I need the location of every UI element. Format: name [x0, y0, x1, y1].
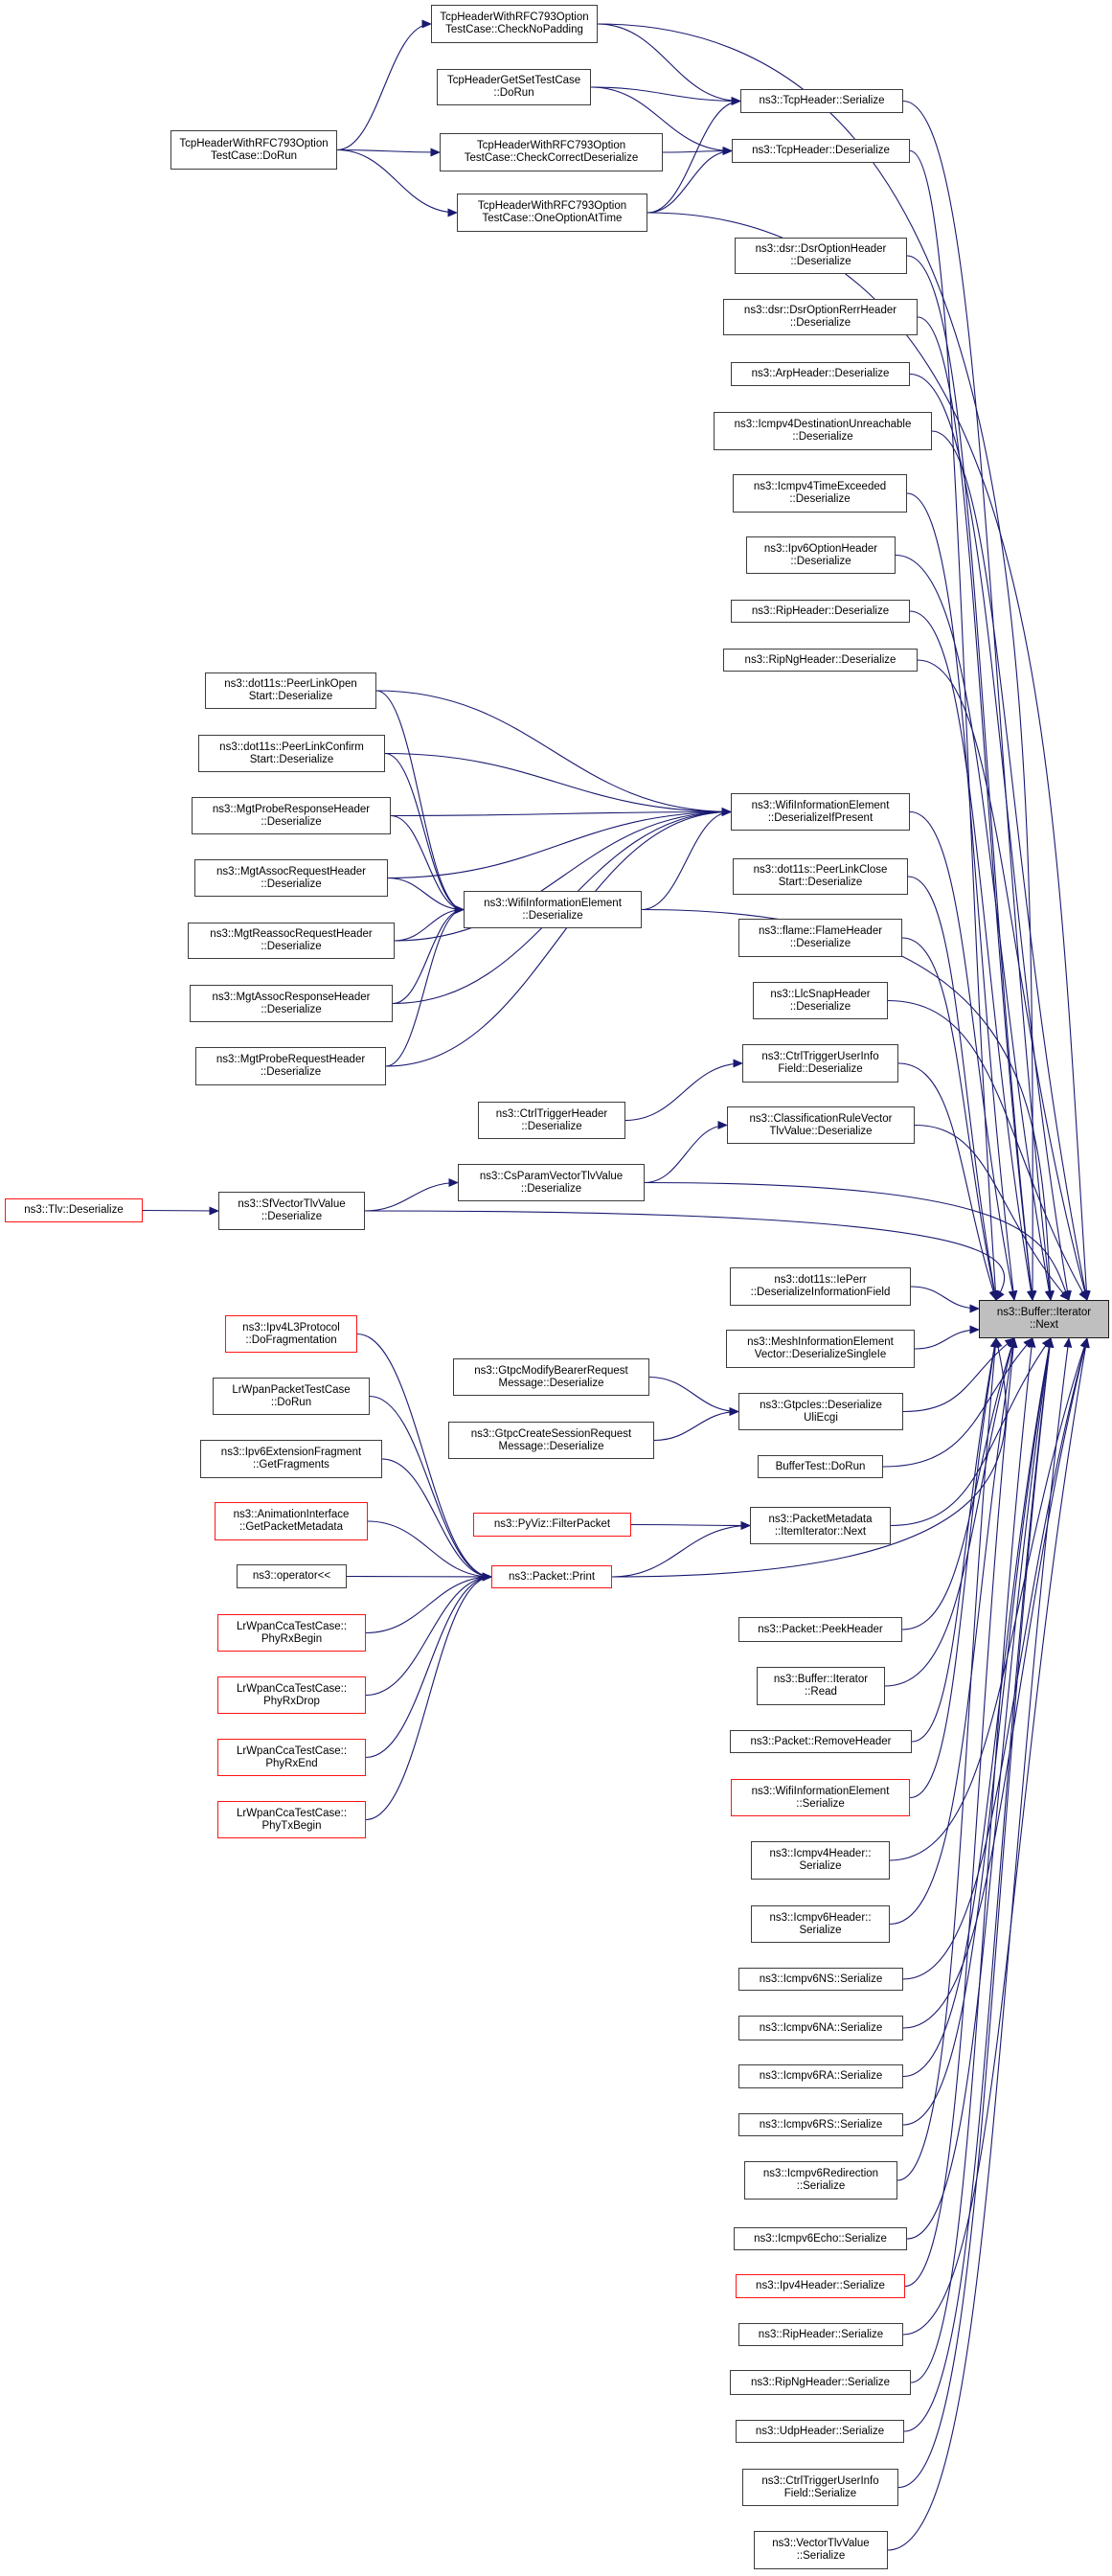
call-edge-pyviz_filterpacket-to-packetmetadata_next: [631, 1525, 750, 1526]
graph-node-label: Start::Deserialize: [778, 877, 863, 888]
graph-node-label: ns3::Icmpv6Redirection: [762, 2168, 879, 2179]
graph-node-label: TcpHeaderWithRFC793Option: [476, 140, 626, 151]
graph-node-label: ns3::MgtProbeResponseHeader: [212, 803, 371, 815]
call-edge-arpheader-to-buffer_next: [910, 375, 1069, 1301]
graph-node-label: ::Deserialize: [790, 256, 851, 267]
graph-node-anim_getpacketmetadata[interactable]: [215, 1502, 368, 1540]
graph-node-peerlinkconfirm[interactable]: [198, 735, 385, 772]
graph-node-label: ns3::RipHeader::Deserialize: [751, 604, 890, 617]
graph-node-label: ns3::Ipv6OptionHeader: [763, 542, 878, 555]
graph-node-tcp_checkcorrect[interactable]: [440, 133, 663, 171]
graph-node-mgtproberequest[interactable]: [195, 1047, 386, 1085]
graph-node-label: ns3::Packet::Print: [508, 1570, 596, 1583]
graph-node-tcpheader_deserialize[interactable]: [732, 139, 910, 163]
graph-node-label: ::DoFragmentation: [245, 1334, 337, 1346]
graph-node-label: LrWpanCcaTestCase::: [236, 1744, 348, 1757]
graph-node-peerlinkopen[interactable]: [205, 672, 376, 709]
graph-node-buffer_next: [979, 1300, 1109, 1338]
graph-node-icmpv4timeexceeded[interactable]: [733, 474, 907, 513]
graph-node-label: ::Deserialize: [789, 317, 851, 329]
graph-node-label: PhyTxBegin: [261, 1819, 322, 1832]
graph-node-label: Vector::DeserializeSingleIe: [754, 1349, 887, 1360]
graph-node-label: ns3::CtrlTriggerHeader: [495, 1107, 608, 1120]
graph-node-label: ::GetFragments: [253, 1459, 329, 1470]
graph-node-ripngheader_deser[interactable]: [723, 649, 918, 672]
graph-node-wifi_serialize[interactable]: [731, 1779, 910, 1816]
graph-node-label: ::Deserialize: [261, 815, 322, 828]
graph-node-operator_ltlt[interactable]: [237, 1564, 347, 1588]
call-edge-icmpv6ra_ser-to-buffer_next: [903, 1338, 1051, 2077]
graph-node-pyviz_filterpacket[interactable]: [473, 1513, 631, 1537]
graph-node-meshinfo[interactable]: [726, 1330, 915, 1368]
call-edge-sfvector-to-csparamvector: [365, 1183, 458, 1212]
graph-node-label: BufferTest::DoRun: [775, 1460, 866, 1472]
graph-node-label: TestCase::CheckCorrectDeserialize: [464, 152, 639, 164]
call-edge-vectortlv_ser-to-buffer_next: [888, 1338, 1069, 2550]
call-edge-tcp_dorun-to-tcp_checknopadding: [337, 24, 431, 150]
graph-node-label: ::DeserializeInformationField: [750, 1287, 891, 1298]
graph-node-label: ns3::WifiInformationElement: [751, 799, 890, 811]
graph-node-label: ns3::Icmpv6Header::: [769, 1911, 872, 1924]
graph-node-classificationrule[interactable]: [727, 1106, 915, 1144]
graph-node-label: TestCase::OneOptionAtTime: [482, 213, 623, 224]
graph-node-label: ns3::MgtAssocResponseHeader: [212, 991, 371, 1003]
graph-node-ctrltriggeruserinfo_deser[interactable]: [742, 1044, 898, 1083]
graph-node-label: ns3::WifiInformationElement: [751, 1785, 890, 1797]
graph-node-label: ns3::RipHeader::Serialize: [758, 2328, 884, 2340]
graph-node-label: Field::Serialize: [783, 2487, 857, 2499]
graph-node-label: ns3::GtpcModifyBearerRequest: [474, 1364, 628, 1377]
call-edge-lrwpancca_phyrxdrop-to-packet_print: [366, 1577, 491, 1696]
graph-node-icmpv6header_ser[interactable]: [751, 1905, 890, 1943]
graph-node-label: ns3::Icmpv6RA::Serialize: [759, 2070, 883, 2082]
call-edge-lrwpancca_phyrxbegin-to-packet_print: [366, 1577, 491, 1633]
graph-node-wifi_deserialize[interactable]: [464, 891, 642, 928]
graph-node-icmpv4header_ser[interactable]: [751, 1841, 890, 1880]
call-edge-mgtassocresponse-to-wifi_deserialize: [393, 910, 464, 1004]
graph-node-label: Message::Deserialize: [498, 1440, 604, 1452]
graph-node-label: TcpHeaderWithRFC793Option: [179, 137, 329, 149]
graph-node-label: ns3::CsParamVectorTlvValue: [479, 1170, 624, 1182]
graph-node-label: PhyRxDrop: [263, 1695, 320, 1707]
graph-node-lrwpancca_phyrxend[interactable]: [217, 1739, 366, 1776]
call-edge-packet_print-to-packetmetadata_next: [612, 1526, 750, 1578]
graph-node-ipv6extfrag[interactable]: [200, 1440, 382, 1478]
graph-node-label: Serialize: [799, 1924, 842, 1936]
graph-node-ipv6optionheader[interactable]: [746, 536, 896, 574]
call-edge-mgtproberequest-to-wifi_deserialize: [386, 910, 464, 1067]
graph-node-label: ::Deserialize: [792, 431, 853, 443]
graph-node-label: Serialize: [799, 1860, 842, 1872]
graph-node-label: ns3::GtpcIes::Deserialize: [760, 1399, 882, 1411]
graph-node-label: ns3::Packet::PeekHeader: [758, 1623, 883, 1635]
call-edge-meshinfo-to-buffer_next: [915, 1330, 979, 1349]
graph-node-label: ns3::Tlv::Deserialize: [24, 1204, 124, 1216]
graph-node-buffer_read[interactable]: [757, 1667, 885, 1705]
call-edge-icmpv4destunreach-to-buffer_next: [932, 431, 1087, 1300]
graph-node-tcp_getset_dorun[interactable]: [437, 69, 591, 105]
graph-node-label: ::Deserialize: [260, 1066, 322, 1078]
graph-node-label: ns3::Icmpv4TimeExceeded: [753, 481, 887, 492]
call-edge-peerlinkopen-to-wifi_deserializeifpresent: [376, 691, 731, 812]
graph-node-label: ns3::TcpHeader::Serialize: [759, 95, 885, 106]
graph-node-label: ns3::Packet::RemoveHeader: [750, 1735, 892, 1747]
graph-node-label: ns3::SfVectorTlvValue: [238, 1198, 346, 1210]
graph-node-label: Message::Deserialize: [498, 1377, 604, 1389]
graph-node-packet_removeheader[interactable]: [730, 1730, 912, 1753]
graph-node-label: ns3::Icmpv6RS::Serialize: [759, 2118, 883, 2131]
graph-node-label: ::DeserializeIfPresent: [767, 811, 874, 824]
graph-node-label: ns3::Icmpv4DestinationUnreachable: [734, 419, 912, 430]
graph-node-arpheader[interactable]: [731, 362, 910, 386]
graph-node-tcp_dorun[interactable]: [170, 130, 337, 170]
graph-node-gtpcies[interactable]: [738, 1393, 903, 1430]
graph-node-label: ns3::MgtReassocRequestHeader: [210, 928, 373, 940]
graph-node-label: ns3::UdpHeader::Serialize: [755, 2425, 885, 2437]
graph-node-label: ::Deserialize: [521, 1120, 582, 1132]
graph-node-icmpv6rs_ser[interactable]: [738, 2113, 903, 2136]
graph-node-label: TlvValue::Deserialize: [769, 1125, 873, 1137]
graph-node-label: ns3::CtrlTriggerUserInfo: [761, 1051, 879, 1062]
graph-node-label: ns3::MgtAssocRequestHeader: [216, 865, 366, 878]
graph-node-lrwpanpacket_dorun[interactable]: [213, 1378, 370, 1415]
graph-node-label: TcpHeaderWithRFC793Option: [477, 200, 627, 212]
graph-node-label: ns3::MgtProbeRequestHeader: [216, 1054, 366, 1065]
graph-node-label: ns3::Icmpv6NA::Serialize: [759, 2021, 883, 2034]
call-edge-tcp_getset_dorun-to-tcpheader_serialize: [591, 87, 740, 102]
graph-node-icmpv6na_ser[interactable]: [738, 2016, 903, 2040]
graph-node-label: ns3::ClassificationRuleVector: [749, 1112, 893, 1125]
graph-node-ctrltriggerheader[interactable]: [478, 1102, 625, 1139]
graph-node-label: TcpHeaderWithRFC793Option: [440, 11, 589, 23]
graph-node-dsr_optionheader[interactable]: [735, 238, 907, 274]
graph-node-label: ns3::ArpHeader::Deserialize: [751, 368, 890, 379]
graph-node-icmpv6ns_ser[interactable]: [738, 1968, 903, 1991]
graph-node-label: ::Deserialize: [789, 493, 851, 505]
graph-node-peerlinkclose[interactable]: [733, 858, 908, 895]
graph-node-vectortlv_ser[interactable]: [754, 2531, 888, 2569]
graph-node-mgtassocresponse[interactable]: [190, 985, 393, 1022]
graph-node-label: ::ItemIterator::Next: [774, 1525, 867, 1538]
call-edge-tcpheader_serialize-to-buffer_next: [903, 102, 1051, 1301]
graph-node-lrwpancca_phyrxbegin[interactable]: [217, 1614, 366, 1652]
graph-node-tcp_oneoption[interactable]: [457, 194, 647, 232]
graph-node-sfvector[interactable]: [218, 1192, 365, 1230]
call-edge-icmpv6na_ser-to-buffer_next: [903, 1338, 1087, 2028]
graph-node-label: PhyRxBegin: [261, 1632, 323, 1645]
graph-node-ripheader_ser[interactable]: [738, 2323, 903, 2346]
graph-node-label: ns3::AnimationInterface: [233, 1509, 350, 1520]
call-edge-icmpv4header_ser-to-buffer_next: [890, 1338, 1087, 1860]
graph-node-udpheader_ser[interactable]: [736, 2420, 904, 2443]
graph-node-label: ns3::GtpcCreateSessionRequest: [470, 1427, 632, 1440]
call-edge-lrwpancca_phyrxend-to-packet_print: [366, 1577, 491, 1758]
graph-node-label: ::Next: [1029, 1319, 1059, 1331]
graph-node-label: TestCase::CheckNoPadding: [445, 24, 583, 35]
graph-node-label: ns3::dot11s::PeerLinkConfirm: [219, 741, 364, 753]
call-edge-mgtproberequest-to-wifi_deserializeifpresent: [386, 812, 731, 1067]
call-edge-icmpv4timeexceeded-to-buffer_next: [907, 493, 1014, 1300]
call-edge-peerlinkclose-to-buffer_next: [908, 877, 996, 1300]
graph-node-packetmetadata_next[interactable]: [750, 1507, 891, 1544]
graph-node-label: ns3::Icmpv6Echo::Serialize: [754, 2232, 887, 2245]
graph-node-label: LrWpanCcaTestCase::: [236, 1682, 348, 1695]
graph-node-label: ::Read: [805, 1686, 837, 1698]
call-edge-ipv4header_ser-to-buffer_next: [905, 1338, 1014, 2287]
graph-node-label: Start::Deserialize: [249, 753, 334, 765]
graph-node-label: ns3::PacketMetadata: [768, 1513, 873, 1525]
graph-node-label: ns3::TcpHeader::Deserialize: [752, 145, 890, 156]
graph-node-lrwpancca_phyrxdrop[interactable]: [217, 1676, 366, 1714]
graph-node-label: ::Deserialize: [789, 938, 851, 949]
call-edge-wifi_deserialize-to-wifi_deserializeifpresent: [642, 812, 731, 910]
graph-node-ripheader_deser[interactable]: [731, 600, 910, 623]
call-edge-ctrltriggeruserinfo_deser-to-buffer_next: [898, 1063, 996, 1300]
graph-node-label: ns3::VectorTlvValue: [772, 2538, 870, 2549]
graph-node-label: ns3::Ipv6ExtensionFragment: [220, 1447, 362, 1458]
graph-node-label: ns3::PyViz::FilterPacket: [493, 1518, 611, 1530]
graph-node-label: ns3::Buffer::Iterator: [996, 1307, 1092, 1318]
graph-node-label: ns3::flame::FlameHeader: [758, 925, 883, 937]
graph-node-flameheader[interactable]: [738, 919, 902, 957]
call-edge-operator_ltlt-to-packet_print: [347, 1577, 491, 1578]
graph-node-label: ns3::Icmpv6NS::Serialize: [759, 1972, 883, 1985]
graph-node-label: ns3::dot11s::PeerLinkOpen: [224, 678, 357, 690]
call-edge-tlv_deserialize-to-sfvector: [143, 1211, 218, 1212]
call-edge-ctrltriggerheader-to-ctrltriggeruserinfo_deser: [625, 1063, 742, 1121]
graph-node-icmpv4destunreach[interactable]: [714, 412, 932, 450]
graph-node-llcsnap[interactable]: [753, 982, 888, 1019]
graph-node-label: ::Serialize: [796, 2550, 846, 2562]
graph-node-label: LrWpanCcaTestCase::: [236, 1620, 348, 1632]
graph-node-label: ::Deserialize: [261, 941, 322, 952]
graph-node-label: Start::Deserialize: [248, 691, 333, 702]
graph-node-label: ::Deserialize: [790, 555, 851, 567]
graph-node-label: ns3::dot11s::IePerr: [774, 1274, 867, 1286]
graph-node-lrwpancca_phytxbegin[interactable]: [217, 1801, 366, 1838]
graph-node-buffertest[interactable]: [758, 1455, 883, 1478]
graph-node-icmpv6ra_ser[interactable]: [738, 2064, 903, 2088]
graph-node-icmpv6echo_ser[interactable]: [734, 2227, 907, 2250]
graph-node-label: ns3::dsr::DsrOptionHeader: [755, 243, 887, 255]
graph-node-label: TcpHeaderGetSetTestCase: [446, 75, 581, 86]
graph-node-label: ns3::dsr::DsrOptionRerrHeader: [743, 305, 897, 316]
graph-node-label: ns3::MeshInformationElement: [747, 1336, 894, 1348]
graph-node-label: ns3::LlcSnapHeader: [770, 988, 871, 1000]
call-edge-peerlinkconfirm-to-wifi_deserializeifpresent: [385, 754, 731, 812]
graph-node-tcp_checknopadding[interactable]: [431, 5, 598, 43]
graph-node-gtpccreate[interactable]: [448, 1422, 654, 1459]
graph-node-label: UliEcgi: [804, 1411, 838, 1424]
call-edge-gtpccreate-to-gtpcies: [654, 1412, 738, 1441]
graph-node-label: ns3::WifiInformationElement: [484, 897, 622, 909]
call-edge-peerlinkconfirm-to-wifi_deserialize: [385, 754, 464, 910]
call-edge-mgtproberesponse-to-wifi_deserializeifpresent: [391, 812, 731, 816]
graph-node-label: LrWpanCcaTestCase::: [236, 1807, 348, 1819]
graph-node-ripngheader_ser[interactable]: [730, 2370, 911, 2395]
graph-node-mgtproberesponse[interactable]: [192, 797, 391, 834]
graph-node-label: ::DoRun: [270, 1396, 312, 1408]
graph-node-label: ::Deserialize: [261, 1211, 323, 1222]
call-edge-gtpcies-to-buffer_next: [903, 1338, 1014, 1412]
call-edge-lrwpancca_phytxbegin-to-packet_print: [366, 1577, 491, 1820]
call-edge-ipv6optionheader-to-buffer_next: [896, 556, 1051, 1301]
graph-node-label: ns3::RipNgHeader::Serialize: [750, 2376, 891, 2388]
call-edge-packet_removeheader-to-buffer_next: [912, 1338, 996, 1742]
graph-node-icmpv6redirect_ser[interactable]: [744, 2161, 897, 2200]
graph-node-ipv4l3_dofrag[interactable]: [225, 1315, 357, 1353]
graph-node-label: ::Deserialize: [522, 909, 583, 922]
graph-node-label: ::Deserialize: [261, 878, 322, 890]
graph-node-label: ns3::Icmpv4Header::: [769, 1848, 872, 1859]
call-edge-packet_peekheader-to-buffer_next: [902, 1338, 1014, 1630]
graph-node-ctrltriggeruserinfo_ser[interactable]: [742, 2469, 898, 2506]
graph-node-label: ns3::RipNgHeader::Deserialize: [744, 653, 896, 666]
graph-node-gtpcmodify[interactable]: [453, 1358, 649, 1396]
call-edge-gtpcmodify-to-gtpcies: [649, 1378, 738, 1412]
graph-node-label: ns3::Ipv4Header::Serialize: [756, 2280, 885, 2291]
graph-node-label: ::Deserialize: [261, 1003, 322, 1015]
graph-node-wifi_deserializeifpresent[interactable]: [731, 793, 910, 831]
graph-node-label: ::Serialize: [796, 2180, 846, 2192]
graph-node-label: TestCase::DoRun: [210, 149, 298, 162]
graph-node-mgtreassocrequest[interactable]: [188, 923, 395, 959]
call-edge-csparamvector-to-classificationrule: [645, 1126, 727, 1183]
call-edge-ieperr-to-buffer_next: [911, 1287, 979, 1309]
graph-node-label: ns3::CtrlTriggerUserInfo: [761, 2474, 879, 2487]
graph-node-label: ::Deserialize: [520, 1182, 582, 1195]
graph-node-label: ns3::Ipv4L3Protocol: [242, 1321, 340, 1334]
graph-node-ipv4header_ser[interactable]: [736, 2274, 905, 2298]
graph-node-label: ::Serialize: [796, 1797, 845, 1810]
graph-node-label: ::DoRun: [493, 87, 534, 99]
graph-node-label: ns3::Buffer::Iterator: [773, 1674, 869, 1685]
graph-node-label: ns3::dot11s::PeerLinkClose: [753, 864, 888, 876]
call-edge-ripngheader_deser-to-buffer_next: [918, 660, 1087, 1300]
graph-node-ieperr[interactable]: [730, 1267, 911, 1306]
graph-node-label: ns3::operator<<: [252, 1570, 331, 1582]
graph-node-packet_peekheader[interactable]: [738, 1617, 902, 1642]
graph-node-label: ::GetPacketMetadata: [238, 1521, 344, 1533]
graph-node-label: LrWpanPacketTestCase: [232, 1383, 351, 1396]
graph-node-tcpheader_serialize[interactable]: [740, 89, 903, 113]
call-edge-tcp_checknopadding-to-tcpheader_serialize: [598, 24, 740, 102]
graph-node-label: Field::Deserialize: [778, 1063, 863, 1075]
graph-node-dsr_optionrerr[interactable]: [723, 299, 918, 335]
graph-node-label: ::Deserialize: [789, 1000, 851, 1013]
graph-node-packet_print[interactable]: [491, 1565, 612, 1588]
graph-node-mgtassocrequest[interactable]: [194, 859, 388, 897]
call-edge-tcpheader_deserialize-to-buffer_next: [910, 151, 996, 1301]
graph-node-csparamvector[interactable]: [458, 1164, 645, 1201]
graph-node-tlv_deserialize[interactable]: [5, 1198, 143, 1222]
graph-node-label: PhyRxEnd: [265, 1757, 318, 1769]
